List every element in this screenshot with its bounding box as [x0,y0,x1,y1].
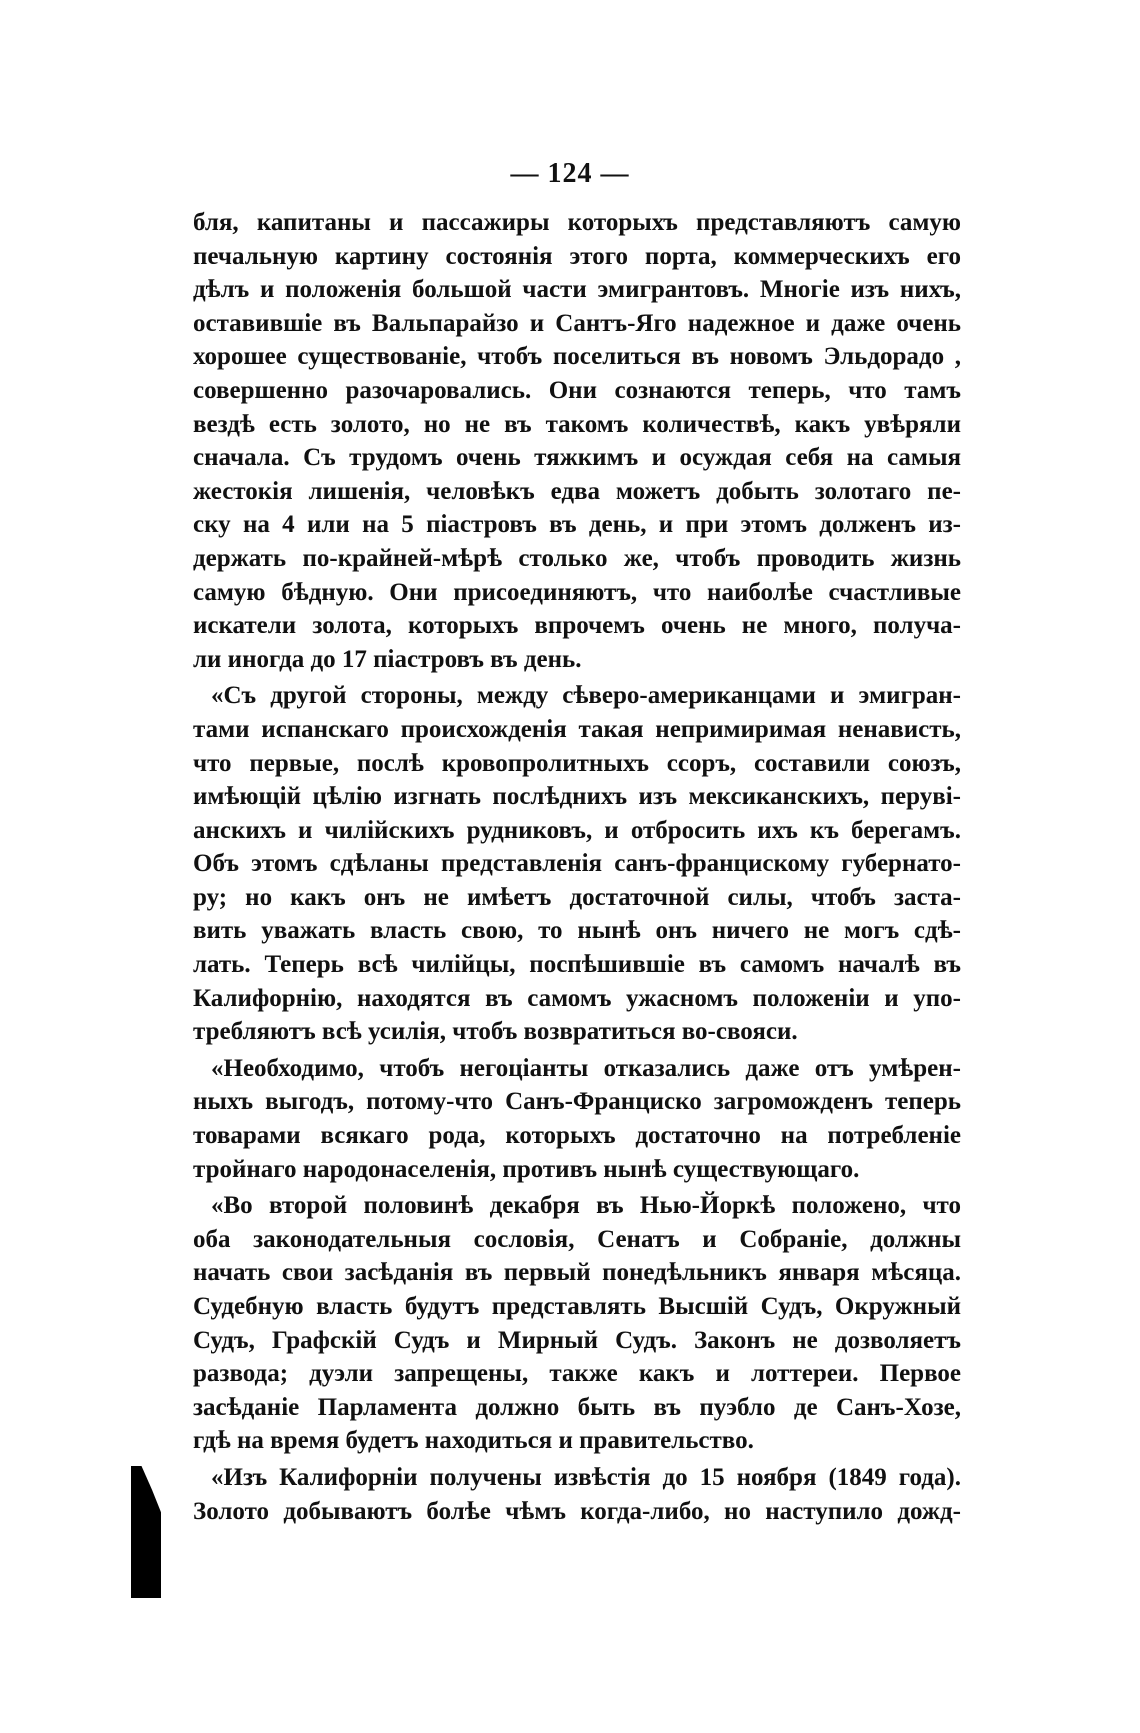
text-line: анскихъ и чилійскихъ рудниковъ, и отбросить ихъ къ берегамъ. [193,816,961,844]
page-number: — 124 — [510,158,630,189]
text-line: «Изъ Калифорніи получены извѣстія до 15 ноября (1849 года). [211,1463,961,1491]
text-line: ску на 4 или на 5 піастровъ въ день, и при этомъ долженъ из- [193,511,961,539]
text-line: Калифорнію, находятся въ самомъ ужасномъ положеніи и упо- [193,984,961,1012]
text-line: тройнаго народонаселенія, противъ нынѣ существующаго. [193,1155,860,1183]
text-line: Судебную власть будутъ представлять Высшій Судъ, Окружный [193,1293,961,1320]
text-line: «Во второй половинѣ декабря въ Нью-Йоркѣ положено, что [211,1192,961,1220]
text-line: лать. Теперь всѣ чилійцы, поспѣшившіе въ самомъ началѣ въ [193,951,961,979]
text-line: ли иногда до 17 піастровъ въ день. [193,645,582,673]
text-line: развода; дуэли запрещены, также какъ и лоттереи. Первое [193,1360,961,1388]
paragraph-5 [193,1461,961,1528]
body-text [193,206,961,1528]
text-line: печальную картину состоянія этого порта, коммерческихъ его [193,242,961,270]
text-line: вездѣ есть золото, но не въ такомъ количествѣ, какъ увѣряли [193,410,961,438]
text-line: гдѣ на время будетъ находиться и правительство. [193,1427,754,1455]
text-line: «Съ другой стороны, между сѣверо-американцами и эмигран- [211,682,961,710]
text-line: жестокія лишенія, человѣкъ едва можетъ добыть золотаго пе- [193,477,961,505]
text-line: совершенно разочаровались. Они сознаются теперь, что тамъ [193,376,961,404]
text-line: бля, капитаны и пассажиры которыхъ представляютъ самую [193,209,961,236]
text-line: ру; но какъ онъ не имѣетъ достаточной силы, чтобъ заста- [193,883,961,911]
text-line: имѣющій цѣлію изгнать послѣднихъ изъ мексиканскихъ, перуві- [193,783,961,811]
text-line: оба законодательныя сословія, Сенатъ и Собраніе, должны [193,1225,961,1253]
text-line: тами испанскаго происхожденія такая непримиримая ненависть, [193,715,961,743]
text-line: начать свои засѣданія въ первый понедѣльникъ января мѣсяца. [193,1259,961,1287]
scan-edge-mark [131,1466,161,1598]
text-line: Судъ, Графскій Судъ и Мирный Судъ. Законъ не дозволяетъ [193,1326,961,1354]
paragraph-1 [193,206,961,676]
text-line: Золото добываютъ болѣе чѣмъ когда-либо, но наступило дожд- [193,1497,961,1525]
text-line: засѣданіе Парламента должно быть въ пуэбло де Санъ-Хозе, [193,1393,961,1421]
paragraph-2 [193,679,961,1049]
text-line: товарами всякаго рода, которыхъ достаточно на потребленіе [193,1122,961,1150]
text-line: самую бѣдную. Они присоединяютъ, что наиболѣе счастливые [193,578,961,606]
text-line: оставившіе въ Вальпарайзо и Сантъ-Яго надежное и даже очень [193,309,961,337]
text-line: искатели золота, которыхъ впрочемъ очень не много, получа- [193,612,961,640]
text-line: вить уважать власть свою, то нынѣ онъ ничего не могъ сдѣ- [193,917,961,945]
text-line: требляютъ всѣ усилія, чтобъ возвратиться во-свояси. [193,1018,798,1046]
text-line: сначала. Съ трудомъ очень тяжкимъ и осуждая себя на самыя [193,444,961,472]
paragraph-4 [193,1189,961,1458]
text-line: держать по-крайней-мѣрѣ столько же, чтобъ проводить жизнь [193,544,961,572]
text-line: Объ этомъ сдѣланы представленія санъ-францискому губернато- [193,850,961,878]
text-line: что первые, послѣ кровопролитныхъ ссоръ, составили союзъ, [193,749,961,777]
text-line: хорошее существованіе, чтобъ поселиться въ новомъ Эльдорадо , [193,343,961,371]
text-line: ныхъ выгодъ, потому-что Санъ-Франциско загроможденъ теперь [193,1088,961,1116]
paragraph-3 [193,1052,961,1186]
text-line: дѣлъ и положенія большой части эмигрантовъ. Многіе изъ нихъ, [193,276,961,304]
text-line: «Необходимо, чтобъ негоціанты отказались даже отъ умѣрен- [211,1054,961,1082]
